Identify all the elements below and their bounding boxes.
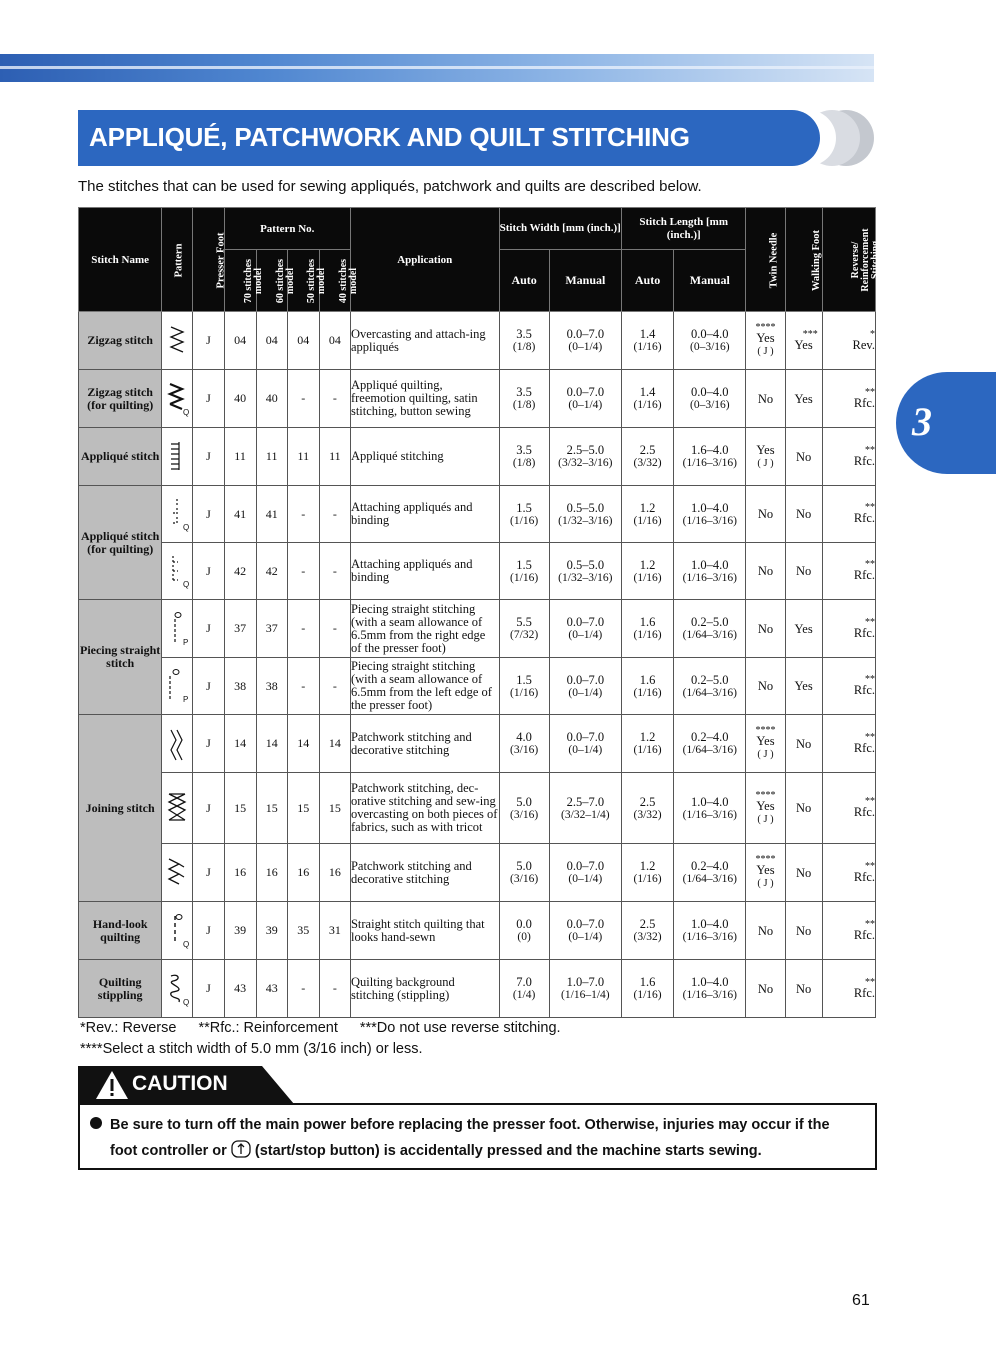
table-row: [79, 312, 876, 370]
width-auto: 5.0 (3/16): [499, 844, 549, 902]
walking-foot: Yes: [785, 658, 822, 715]
pattern-number: 04: [287, 312, 319, 370]
footnotes: [80, 1018, 561, 1060]
reverse-stitching: ** Rfc.: [822, 844, 875, 902]
pattern-number: 16: [256, 844, 287, 902]
presser-foot: J: [193, 658, 224, 715]
presser-foot: J: [193, 543, 224, 600]
twin-needle: No: [746, 902, 785, 960]
svg-text:Q: Q: [183, 997, 190, 1007]
pattern-number: -: [319, 370, 350, 428]
reverse-stitching: ** Rfc.: [822, 902, 875, 960]
application: Appliqué stitching: [350, 428, 499, 486]
reverse-stitching: ** Rfc.: [822, 370, 875, 428]
twin-needle: No: [746, 960, 785, 1018]
pattern-number: 38: [224, 658, 256, 715]
presser-foot: J: [193, 428, 224, 486]
length-auto: 1.2 (1/16): [621, 844, 673, 902]
col-60-model: 60 stitches model: [256, 250, 287, 312]
pattern-number: -: [319, 658, 350, 715]
application: Piecing straight stitching (with a seam allowance of 6.5mm from the left edge of the presser foot): [350, 658, 499, 715]
svg-text:P: P: [183, 695, 189, 704]
width-auto: 5.5 (7/32): [499, 600, 549, 658]
application: Patchwork stitching, dec-orative stitching and sew-ing overcasting on both pieces of fabrics, such as with tricot: [350, 773, 499, 844]
presser-foot: J: [193, 902, 224, 960]
pattern-number: 04: [224, 312, 256, 370]
col-width-manual: Manual: [549, 250, 621, 312]
length-auto: 1.6 (1/16): [621, 658, 673, 715]
pattern-number: 15: [256, 773, 287, 844]
width-auto: 3.5 (1/8): [499, 428, 549, 486]
twin-needle: No: [746, 370, 785, 428]
col-twin-needle: Twin Needle: [746, 208, 785, 312]
stitch-pattern-icon: [162, 960, 193, 1018]
col-stitch-name: Stitch Name: [79, 208, 162, 312]
presser-foot: J: [193, 486, 224, 543]
page-number: 61: [852, 1292, 870, 1309]
presser-foot: J: [193, 844, 224, 902]
width-auto: 1.5 (1/16): [499, 486, 549, 543]
stitch-pattern-icon: [162, 543, 193, 600]
length-manual: 0.2–5.0 (1/64–3/16): [674, 658, 746, 715]
width-auto: 3.5 (1/8): [499, 370, 549, 428]
svg-text:P: P: [183, 637, 189, 647]
twin-needle: No: [746, 543, 785, 600]
walking-foot: No: [785, 428, 822, 486]
table-row: [79, 773, 876, 844]
pattern-number: 40: [256, 370, 287, 428]
stitch-name: Quilting stippling: [79, 960, 162, 1018]
width-auto: 5.0 (3/16): [499, 773, 549, 844]
twin-needle: **** Yes ( J ): [746, 312, 785, 370]
col-70-model: 70 stitches model: [224, 250, 256, 312]
pattern-number: -: [287, 543, 319, 600]
table-row: [79, 370, 876, 428]
length-auto: 2.5 (3/32): [621, 902, 673, 960]
reverse-stitching: ** Rfc.: [822, 600, 875, 658]
stitch-name: Zigzag stitch: [79, 312, 162, 370]
stitch-name: Zigzag stitch (for quilting): [79, 370, 162, 428]
stitch-table: [78, 207, 881, 1018]
twin-needle: **** Yes ( J ): [746, 844, 785, 902]
walking-foot: Yes: [785, 600, 822, 658]
twin-needle: No: [746, 658, 785, 715]
width-manual: 0.0–7.0 (0–1/4): [549, 844, 621, 902]
presser-foot: J: [193, 312, 224, 370]
reverse-stitching: ** Rfc.: [822, 543, 875, 600]
pattern-number: 14: [224, 715, 256, 773]
length-manual: 1.0–4.0 (1/16–3/16): [674, 543, 746, 600]
caution-tab: [78, 1066, 294, 1104]
application: Attaching appliqués and binding: [350, 486, 499, 543]
stitch-pattern-icon: [162, 486, 193, 543]
pattern-number: 15: [319, 773, 350, 844]
col-presser-foot: Presser Foot: [193, 208, 224, 312]
pattern-number: -: [287, 658, 319, 715]
length-manual: 1.0–4.0 (1/16–3/16): [674, 773, 746, 844]
reverse-stitching: * Rev.: [822, 312, 875, 370]
svg-text:Q: Q: [183, 523, 190, 532]
width-manual: 1.0–7.0 (1/16–1/4): [549, 960, 621, 1018]
width-auto: 4.0 (3/16): [499, 715, 549, 773]
table-row: [79, 960, 876, 1018]
presser-foot: J: [193, 600, 224, 658]
pattern-number: 43: [224, 960, 256, 1018]
footnote-rfc: **Rfc.: Reinforcement: [198, 1020, 338, 1036]
length-auto: 1.2 (1/16): [621, 486, 673, 543]
application: Appliqué quilting, freemotion quilting, satin stitching, button sewing: [350, 370, 499, 428]
col-pattern-no: Pattern No.: [224, 208, 350, 250]
pattern-number: 16: [224, 844, 256, 902]
svg-text:Q: Q: [183, 939, 190, 949]
caution-box: [78, 1103, 877, 1170]
presser-foot: J: [193, 370, 224, 428]
page-title: APPLIQUÉ, PATCHWORK AND QUILT STITCHING: [89, 122, 690, 152]
twin-needle: No: [746, 486, 785, 543]
footnote-width: ****Select a stitch width of 5.0 mm (3/16 inch) or less.: [80, 1041, 423, 1057]
walking-foot: No: [785, 844, 822, 902]
table-row: [79, 428, 876, 486]
length-auto: 1.4 (1/16): [621, 312, 673, 370]
table-row: [79, 715, 876, 773]
start-stop-button-icon: [231, 1140, 251, 1158]
pattern-number: 39: [224, 902, 256, 960]
col-stitch-length: Stitch Length [mm (inch.)]: [621, 208, 745, 250]
pattern-number: 37: [224, 600, 256, 658]
width-manual: 0.0–7.0 (0–1/4): [549, 715, 621, 773]
col-pattern: Pattern: [162, 208, 193, 312]
width-manual: 2.5–5.0 (3/32–3/16): [549, 428, 621, 486]
table-row: [79, 543, 876, 600]
application: Piecing straight stitching (with a seam allowance of 6.5mm from the right edge of the presser foot): [350, 600, 499, 658]
chapter-number: 3: [912, 399, 932, 444]
stitch-pattern-icon: [162, 773, 193, 844]
stitch-pattern-icon: [162, 902, 193, 960]
pattern-number: 11: [256, 428, 287, 486]
pattern-number: 42: [256, 543, 287, 600]
pattern-number: -: [319, 486, 350, 543]
pattern-number: 04: [319, 312, 350, 370]
pattern-number: 35: [287, 902, 319, 960]
width-auto: 1.5 (1/16): [499, 658, 549, 715]
table-row: [79, 844, 876, 902]
stitch-name: Piecing straight stitch: [79, 600, 162, 715]
walking-foot: No: [785, 486, 822, 543]
length-auto: 2.5 (3/32): [621, 773, 673, 844]
pattern-number: 15: [287, 773, 319, 844]
pattern-number: 38: [256, 658, 287, 715]
caution-text: Be sure to turn off the main power before replacing the presser foot. Otherwise, injuries may occur if the foot controller or (start/stop button) is accidentally pressed and the machine starts sewing.: [110, 1117, 830, 1159]
width-auto: 3.5 (1/8): [499, 312, 549, 370]
table-row: [79, 486, 876, 543]
walking-foot: No: [785, 773, 822, 844]
header-band: [0, 54, 874, 82]
length-auto: 1.2 (1/16): [621, 543, 673, 600]
caution-label: CAUTION: [132, 1072, 228, 1095]
application: Attaching appliqués and binding: [350, 543, 499, 600]
width-manual: 0.0–7.0 (0–1/4): [549, 600, 621, 658]
pattern-number: 41: [224, 486, 256, 543]
length-manual: 1.0–4.0 (1/16–3/16): [674, 960, 746, 1018]
pattern-number: 14: [287, 715, 319, 773]
application: Quilting background stitching (stippling): [350, 960, 499, 1018]
walking-foot: No: [785, 902, 822, 960]
walking-foot: *** Yes: [785, 312, 822, 370]
length-manual: 0.2–4.0 (1/64–3/16): [674, 715, 746, 773]
pattern-number: 39: [256, 902, 287, 960]
walking-foot: No: [785, 960, 822, 1018]
length-auto: 1.4 (1/16): [621, 370, 673, 428]
width-manual: 0.5–5.0 (1/32–3/16): [549, 486, 621, 543]
stitch-pattern-icon: [162, 370, 193, 428]
table-row: [79, 600, 876, 658]
pattern-number: -: [319, 600, 350, 658]
presser-foot: J: [193, 715, 224, 773]
length-manual: 0.2–5.0 (1/64–3/16): [674, 600, 746, 658]
table-row: [79, 658, 876, 715]
pattern-number: 31: [319, 902, 350, 960]
pattern-number: 43: [256, 960, 287, 1018]
walking-foot: No: [785, 715, 822, 773]
stitch-pattern-icon: [162, 600, 193, 658]
col-stitch-width: Stitch Width [mm (inch.)]: [499, 208, 621, 250]
pattern-number: 11: [319, 428, 350, 486]
pattern-number: -: [287, 960, 319, 1018]
stitch-name: Hand-look quilting: [79, 902, 162, 960]
application: Straight stitch quilting that looks hand-sewn: [350, 902, 499, 960]
stitch-name: Appliqué stitch: [79, 428, 162, 486]
reverse-stitching: ** Rfc.: [822, 428, 875, 486]
application: Overcasting and attach-ing appliqués: [350, 312, 499, 370]
pattern-number: -: [287, 600, 319, 658]
twin-needle: **** Yes ( J ): [746, 715, 785, 773]
reverse-stitching: ** Rfc.: [822, 486, 875, 543]
reverse-stitching: ** Rfc.: [822, 658, 875, 715]
length-auto: 1.6 (1/16): [621, 600, 673, 658]
pattern-number: 16: [319, 844, 350, 902]
pattern-number: 42: [224, 543, 256, 600]
application: Patchwork stitching and decorative stitching: [350, 844, 499, 902]
application: Patchwork stitching and decorative stitching: [350, 715, 499, 773]
stitch-pattern-icon: [162, 428, 193, 486]
chapter-tab: [896, 372, 996, 474]
twin-needle: No: [746, 600, 785, 658]
length-auto: 1.6 (1/16): [621, 960, 673, 1018]
width-auto: 1.5 (1/16): [499, 543, 549, 600]
pattern-number: -: [287, 370, 319, 428]
bullet-icon: [90, 1117, 102, 1129]
stitch-pattern-icon: [162, 715, 193, 773]
width-auto: 0.0 (0): [499, 902, 549, 960]
walking-foot: No: [785, 543, 822, 600]
presser-foot: J: [193, 773, 224, 844]
length-manual: 0.0–4.0 (0–3/16): [674, 370, 746, 428]
col-application: Application: [350, 208, 499, 312]
twin-needle: Yes ( J ): [746, 428, 785, 486]
reverse-stitching: ** Rfc.: [822, 715, 875, 773]
length-auto: 2.5 (3/32): [621, 428, 673, 486]
pattern-number: 11: [287, 428, 319, 486]
twin-needle: **** Yes ( J ): [746, 773, 785, 844]
section-title-bar: [78, 110, 820, 166]
col-width-auto: Auto: [499, 250, 549, 312]
reverse-stitching: ** Rfc.: [822, 960, 875, 1018]
presser-foot: J: [193, 960, 224, 1018]
pattern-number: 14: [319, 715, 350, 773]
length-auto: 1.2 (1/16): [621, 715, 673, 773]
col-50-model: 50 stitches model: [287, 250, 319, 312]
footnote-rev: *Rev.: Reverse: [80, 1020, 177, 1036]
svg-text:Q: Q: [183, 407, 190, 417]
pattern-number: 16: [287, 844, 319, 902]
width-manual: 0.0–7.0 (0–1/4): [549, 312, 621, 370]
stitch-pattern-icon: [162, 312, 193, 370]
width-manual: 2.5–7.0 (3/32–1/4): [549, 773, 621, 844]
pattern-number: 37: [256, 600, 287, 658]
pattern-number: 14: [256, 715, 287, 773]
col-reverse: Reverse/ Reinforcement Stitching: [822, 208, 875, 312]
width-manual: 0.0–7.0 (0–1/4): [549, 370, 621, 428]
pattern-number: 40: [224, 370, 256, 428]
svg-text:Q: Q: [183, 580, 190, 589]
col-length-manual: Manual: [674, 250, 746, 312]
pattern-number: -: [319, 960, 350, 1018]
stitch-pattern-icon: [162, 844, 193, 902]
footnote-no-reverse: ***Do not use reverse stitching.: [359, 1020, 561, 1036]
pattern-number: 11: [224, 428, 256, 486]
stitch-pattern-icon: [162, 658, 193, 715]
width-auto: 7.0 (1/4): [499, 960, 549, 1018]
width-manual: 0.0–7.0 (0–1/4): [549, 658, 621, 715]
stitch-name: Joining stitch: [79, 715, 162, 902]
pattern-number: -: [287, 486, 319, 543]
width-manual: 0.0–7.0 (0–1/4): [549, 902, 621, 960]
col-length-auto: Auto: [621, 250, 673, 312]
length-manual: 0.2–4.0 (1/64–3/16): [674, 844, 746, 902]
width-manual: 0.5–5.0 (1/32–3/16): [549, 543, 621, 600]
pattern-number: -: [319, 543, 350, 600]
length-manual: 1.0–4.0 (1/16–3/16): [674, 486, 746, 543]
length-manual: 1.6–4.0 (1/16–3/16): [674, 428, 746, 486]
intro-text: The stitches that can be used for sewing appliqués, patchwork and quilts are described below.: [78, 178, 702, 195]
table-row: [79, 902, 876, 960]
length-manual: 0.0–4.0 (0–3/16): [674, 312, 746, 370]
pattern-number: 15: [224, 773, 256, 844]
pattern-number: 41: [256, 486, 287, 543]
pattern-number: 04: [256, 312, 287, 370]
reverse-stitching: ** Rfc.: [822, 773, 875, 844]
col-40-model: 40 stitches model: [319, 250, 350, 312]
walking-foot: Yes: [785, 370, 822, 428]
stitch-name: Appliqué stitch (for quilting): [79, 486, 162, 600]
col-walking-foot: Walking Foot: [785, 208, 822, 312]
length-manual: 1.0–4.0 (1/16–3/16): [674, 902, 746, 960]
